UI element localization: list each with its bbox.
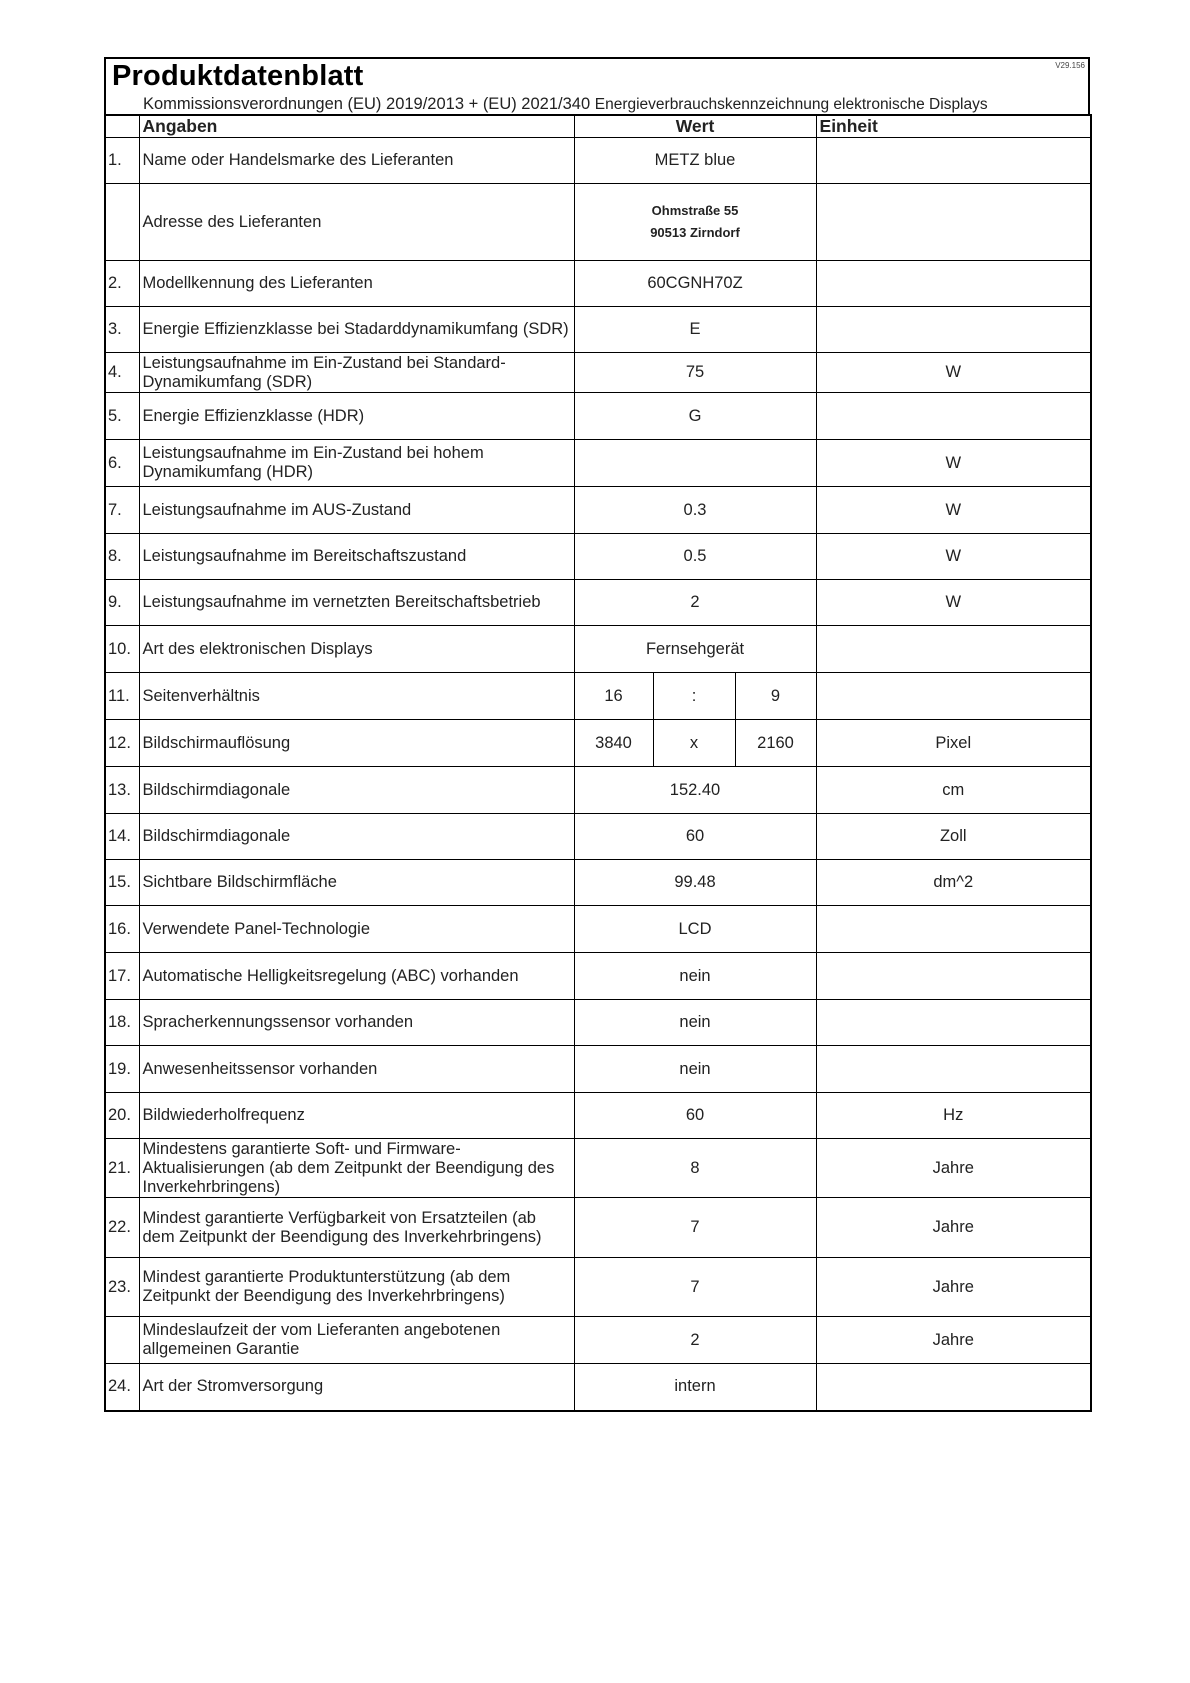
row-label: Energie Effizienzklasse bei Stadarddynamikumfang (SDR) bbox=[139, 307, 574, 353]
table-row bbox=[105, 1000, 1091, 1046]
row-unit: Jahre bbox=[816, 1198, 1091, 1258]
row-value: METZ blue bbox=[574, 138, 816, 184]
row-number bbox=[105, 1317, 139, 1364]
row-number: 9. bbox=[105, 580, 139, 626]
product-data-sheet bbox=[104, 57, 1090, 1412]
row-unit bbox=[816, 138, 1091, 184]
row-number: 21. bbox=[105, 1139, 139, 1198]
row-label: Mindest garantierte Produktunterstützung (ab dem Zeitpunkt der Beendigung des Inverkehrbringens) bbox=[139, 1258, 574, 1317]
table-row bbox=[105, 1317, 1091, 1364]
row-label: Mindestens garantierte Soft- und Firmware-Aktualisierungen (ab dem Zeitpunkt der Beendigung des Inverkehrbringens) bbox=[139, 1139, 574, 1198]
address-line: Ohmstraße 55 bbox=[651, 203, 739, 218]
row-unit: Jahre bbox=[816, 1139, 1091, 1198]
row-unit bbox=[816, 906, 1091, 953]
row-value: nein bbox=[574, 953, 816, 1000]
address-line: 90513 Zirndorf bbox=[650, 225, 740, 240]
table-row bbox=[105, 860, 1091, 906]
row-number: 20. bbox=[105, 1093, 139, 1139]
row-number: 7. bbox=[105, 487, 139, 534]
table-row bbox=[105, 1198, 1091, 1258]
column-header-label: Angaben bbox=[139, 115, 574, 138]
row-value: 0.3 bbox=[574, 487, 816, 534]
table-row bbox=[105, 1139, 1091, 1198]
row-label: Mindest garantierte Verfügbarkeit von Ersatzteilen (ab dem Zeitpunkt der Beendigung des Inverkehrbringens) bbox=[139, 1198, 574, 1258]
row-value: 0.5 bbox=[574, 534, 816, 580]
subtitle-main: Kommissionsverordnungen (EU) 2019/2013 + (EU) 2021/340 bbox=[143, 95, 591, 113]
table-row bbox=[105, 767, 1091, 814]
table-row bbox=[105, 353, 1091, 393]
row-number bbox=[105, 184, 139, 261]
row-unit bbox=[816, 673, 1091, 720]
row-number: 14. bbox=[105, 814, 139, 860]
row-label: Automatische Helligkeitsregelung (ABC) vorhanden bbox=[139, 953, 574, 1000]
row-label: Bildschirmauflösung bbox=[139, 720, 574, 767]
table-row bbox=[105, 580, 1091, 626]
row-label: Bildschirmdiagonale bbox=[139, 767, 574, 814]
row-number: 3. bbox=[105, 307, 139, 353]
row-number: 10. bbox=[105, 626, 139, 673]
table-row bbox=[105, 184, 1091, 261]
table-row bbox=[105, 1093, 1091, 1139]
row-number: 4. bbox=[105, 353, 139, 393]
column-header-unit: Einheit bbox=[816, 115, 1091, 138]
table-row bbox=[105, 138, 1091, 184]
row-number: 19. bbox=[105, 1046, 139, 1093]
table-row bbox=[105, 440, 1091, 487]
row-unit bbox=[816, 1000, 1091, 1046]
row-unit: cm bbox=[816, 767, 1091, 814]
row-unit: dm^2 bbox=[816, 860, 1091, 906]
version-label: V29.156 bbox=[1055, 61, 1085, 70]
row-unit bbox=[816, 393, 1091, 440]
row-label: Verwendete Panel-Technologie bbox=[139, 906, 574, 953]
row-label: Leistungsaufnahme im vernetzten Bereitschaftsbetrieb bbox=[139, 580, 574, 626]
sheet-title: Produktdatenblatt bbox=[112, 60, 364, 92]
row-unit: W bbox=[816, 487, 1091, 534]
table-row bbox=[105, 953, 1091, 1000]
column-header-value: Wert bbox=[574, 115, 816, 138]
row-number: 23. bbox=[105, 1258, 139, 1317]
row-value: 2 bbox=[574, 580, 816, 626]
row-value-part: 9 bbox=[735, 673, 816, 720]
row-value-part: 16 bbox=[574, 673, 653, 720]
row-unit bbox=[816, 953, 1091, 1000]
row-number: 1. bbox=[105, 138, 139, 184]
table-row bbox=[105, 814, 1091, 860]
row-unit: Pixel bbox=[816, 720, 1091, 767]
row-value: 7 bbox=[574, 1198, 816, 1258]
row-unit: W bbox=[816, 440, 1091, 487]
row-value: 8 bbox=[574, 1139, 816, 1198]
row-value: G bbox=[574, 393, 816, 440]
row-value: 60 bbox=[574, 814, 816, 860]
row-label: Art der Stromversorgung bbox=[139, 1364, 574, 1411]
row-value-part: : bbox=[653, 673, 735, 720]
row-value: 60CGNH70Z bbox=[574, 261, 816, 307]
row-value bbox=[574, 440, 816, 487]
row-value-part: 3840 bbox=[574, 720, 653, 767]
row-value-part: 2160 bbox=[735, 720, 816, 767]
row-value: E bbox=[574, 307, 816, 353]
row-label: Adresse des Lieferanten bbox=[139, 184, 574, 261]
table-row bbox=[105, 261, 1091, 307]
row-label: Spracherkennungssensor vorhanden bbox=[139, 1000, 574, 1046]
row-unit: W bbox=[816, 353, 1091, 393]
row-value: nein bbox=[574, 1046, 816, 1093]
row-label: Modellkennung des Lieferanten bbox=[139, 261, 574, 307]
row-number: 8. bbox=[105, 534, 139, 580]
table-row bbox=[105, 393, 1091, 440]
row-label: Leistungsaufnahme im Ein-Zustand bei hohem Dynamikumfang (HDR) bbox=[139, 440, 574, 487]
row-value: Fernsehgerät bbox=[574, 626, 816, 673]
row-value: nein bbox=[574, 1000, 816, 1046]
row-value: 99.48 bbox=[574, 860, 816, 906]
sheet-header bbox=[104, 57, 1090, 114]
table-row bbox=[105, 534, 1091, 580]
row-unit bbox=[816, 1364, 1091, 1411]
row-unit: W bbox=[816, 580, 1091, 626]
row-label: Anwesenheitssensor vorhanden bbox=[139, 1046, 574, 1093]
table-row bbox=[105, 1364, 1091, 1411]
row-unit bbox=[816, 626, 1091, 673]
row-value: 75 bbox=[574, 353, 816, 393]
row-unit: Zoll bbox=[816, 814, 1091, 860]
row-unit: W bbox=[816, 534, 1091, 580]
row-number: 22. bbox=[105, 1198, 139, 1258]
table-row bbox=[105, 673, 1091, 720]
row-value: 7 bbox=[574, 1258, 816, 1317]
row-label: Mindeslaufzeit der vom Lieferanten angebotenen allgemeinen Garantie bbox=[139, 1317, 574, 1364]
row-number: 2. bbox=[105, 261, 139, 307]
row-unit: Jahre bbox=[816, 1317, 1091, 1364]
row-unit bbox=[816, 307, 1091, 353]
row-label: Bildschirmdiagonale bbox=[139, 814, 574, 860]
header-num-cell bbox=[105, 115, 139, 138]
row-number: 5. bbox=[105, 393, 139, 440]
row-value: LCD bbox=[574, 906, 816, 953]
row-value-part: x bbox=[653, 720, 735, 767]
row-number: 24. bbox=[105, 1364, 139, 1411]
table-header-row bbox=[105, 115, 1091, 138]
table-row bbox=[105, 307, 1091, 353]
table-row bbox=[105, 720, 1091, 767]
row-number: 12. bbox=[105, 720, 139, 767]
row-label: Art des elektronischen Displays bbox=[139, 626, 574, 673]
table-row bbox=[105, 626, 1091, 673]
row-label: Leistungsaufnahme im Ein-Zustand bei Standard-Dynamikumfang (SDR) bbox=[139, 353, 574, 393]
row-number: 13. bbox=[105, 767, 139, 814]
row-unit: Hz bbox=[816, 1093, 1091, 1139]
regulation-subtitle bbox=[143, 95, 988, 114]
row-number: 6. bbox=[105, 440, 139, 487]
table-row bbox=[105, 906, 1091, 953]
row-number: 18. bbox=[105, 1000, 139, 1046]
row-label: Leistungsaufnahme im AUS-Zustand bbox=[139, 487, 574, 534]
row-value: intern bbox=[574, 1364, 816, 1411]
row-value: 152.40 bbox=[574, 767, 816, 814]
subtitle-tail: Energieverbrauchskennzeichnung elektronische Displays bbox=[594, 96, 988, 113]
row-unit bbox=[816, 261, 1091, 307]
row-unit bbox=[816, 1046, 1091, 1093]
row-number: 11. bbox=[105, 673, 139, 720]
supplier-address bbox=[574, 184, 816, 261]
data-table bbox=[104, 114, 1092, 1412]
row-label: Name oder Handelsmarke des Lieferanten bbox=[139, 138, 574, 184]
row-label: Leistungsaufnahme im Bereitschaftszustand bbox=[139, 534, 574, 580]
table-row bbox=[105, 1258, 1091, 1317]
table-row bbox=[105, 1046, 1091, 1093]
row-value: 60 bbox=[574, 1093, 816, 1139]
row-label: Sichtbare Bildschirmfläche bbox=[139, 860, 574, 906]
row-unit bbox=[816, 184, 1091, 261]
row-label: Energie Effizienzklasse (HDR) bbox=[139, 393, 574, 440]
row-value: 2 bbox=[574, 1317, 816, 1364]
table-row bbox=[105, 487, 1091, 534]
row-label: Seitenverhältnis bbox=[139, 673, 574, 720]
row-number: 16. bbox=[105, 906, 139, 953]
row-unit: Jahre bbox=[816, 1258, 1091, 1317]
row-number: 17. bbox=[105, 953, 139, 1000]
row-label: Bildwiederholfrequenz bbox=[139, 1093, 574, 1139]
row-number: 15. bbox=[105, 860, 139, 906]
